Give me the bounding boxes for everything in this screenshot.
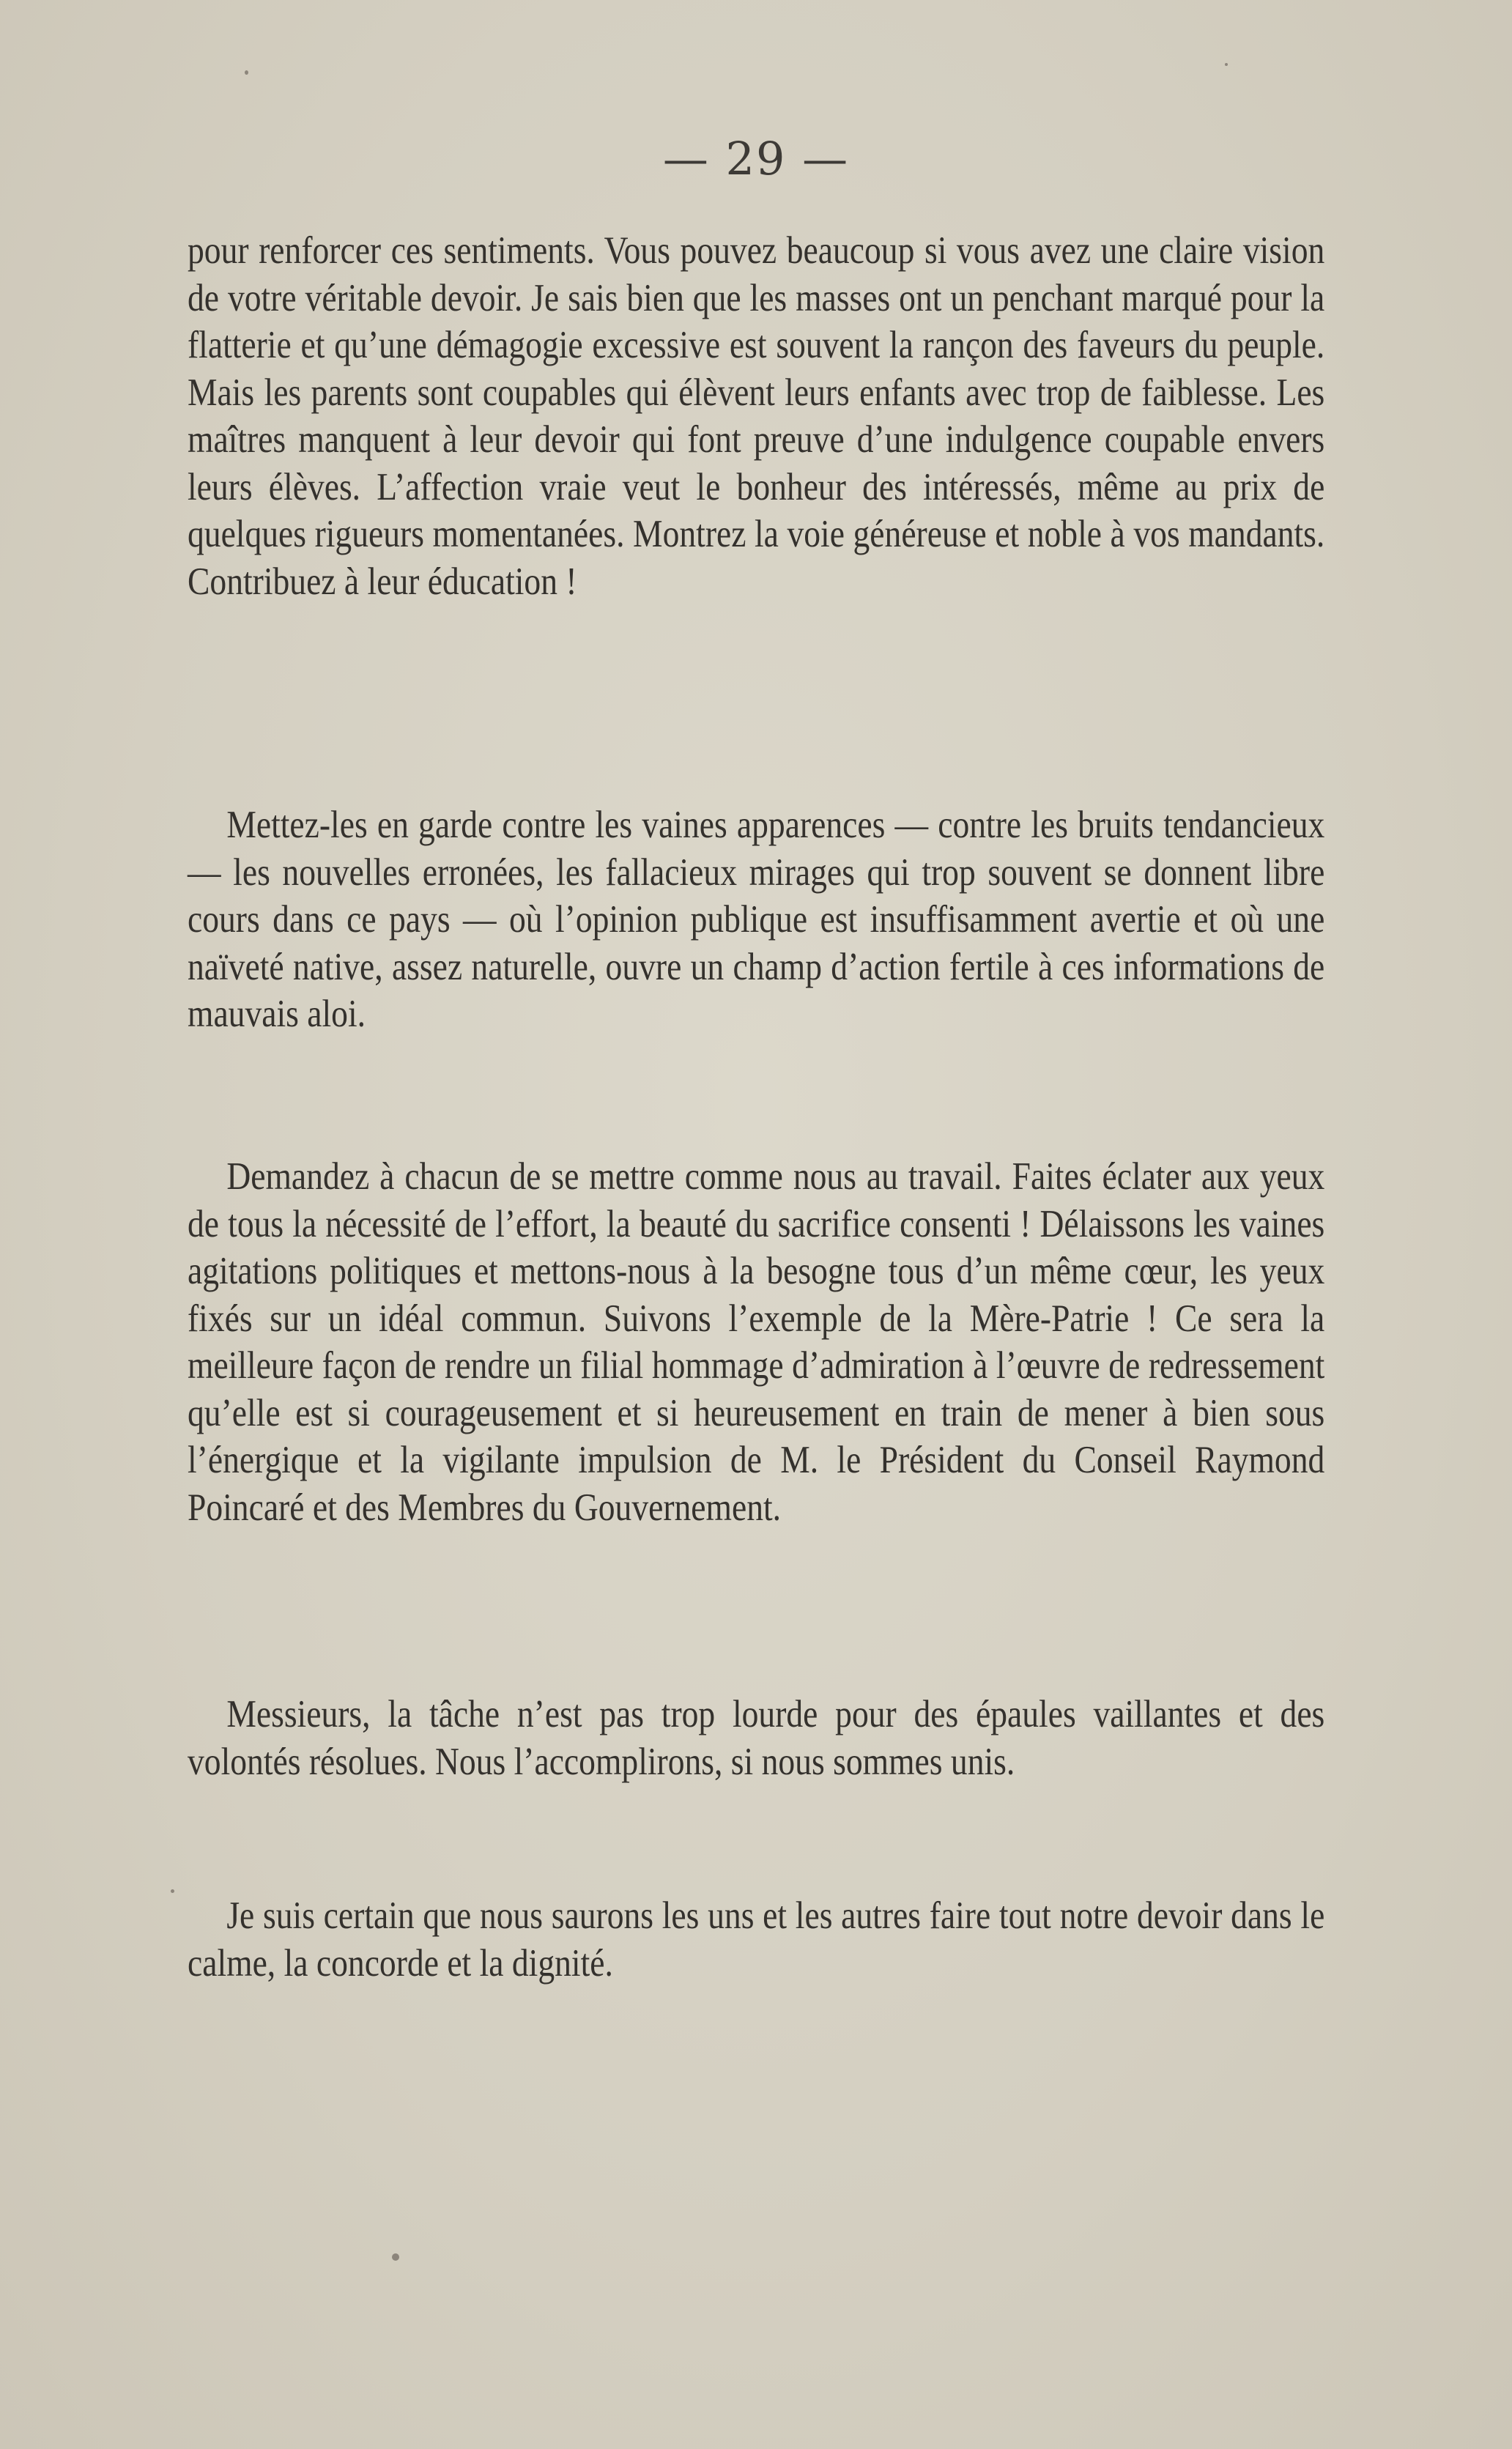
paragraph-1: pour renforcer ces sentiments. Vous pouvez beaucoup si vous avez une claire vision de votre véritable devoir. Je sais bien que les masses ont un penchant marqué pour la flatterie et qu’une démagogie excessive est souvent la rançon des faveurs du peuple. Mais les parents sont coupables qui élèvent leurs enfants avec trop de faiblesse. Les maîtres manquent à leur devoir qui font preuve d’une indulgence coupable envers leurs élèves. L’affection vraie veut le bonheur des intéressés, même au prix de quelques rigueurs momentanées. Montrez la voie généreuse et noble à vos mandants. Contribuez à leur éducation ! [188, 229, 1325, 603]
paragraph-4: Messieurs, la tâche n’est pas trop lourde pour des épaules vaillantes et des volontés résolues. Nous l’accomplirons, si nous sommes unis. [188, 1693, 1325, 1783]
page-number: — 29 — [662, 132, 850, 185]
paper-speck [392, 2253, 399, 2261]
paragraph-5: Je suis certain que nous saurons les uns et les autres faire tout notre devoir dans le calme, la concorde et la dignité. [188, 1894, 1325, 1985]
paragraph-2: Mettez-les en garde contre les vaines apparences — contre les bruits tendancieux — les nouvelles erronées, les fallacieux mirages qui trop souvent se donnent libre cours dans ce pays — où l’opinion publique est insuffisamment avertie et où une naïveté native, assez naturelle, ouvre un champ d’action fertile à ces informations de mauvais aloi. [188, 804, 1325, 1035]
paper-speck [245, 70, 248, 75]
paper-speck [171, 1889, 174, 1893]
paragraph-3: Demandez à chacun de se mettre comme nous au travail. Faites éclater aux yeux de tous la nécessité de l’effort, la beauté du sacrifice consenti ! Délaissons les vaines agitations politiques et mettons-nous à la besogne tous d’un même cœur, les yeux fixés sur un idéal commun. Suivons l’exemple de la Mère-Patrie ! Ce sera la meilleure façon de rendre un filial hommage d’admiration à l’œuvre de redressement qu’elle est si courageusement et si heureusement en train de mener à bien sous l’énergique et la vigilante impulsion de M. le Président du Conseil Raymond Poincaré et des Membres du Gouvernement. [188, 1155, 1325, 1529]
paper-speck [1225, 63, 1228, 66]
